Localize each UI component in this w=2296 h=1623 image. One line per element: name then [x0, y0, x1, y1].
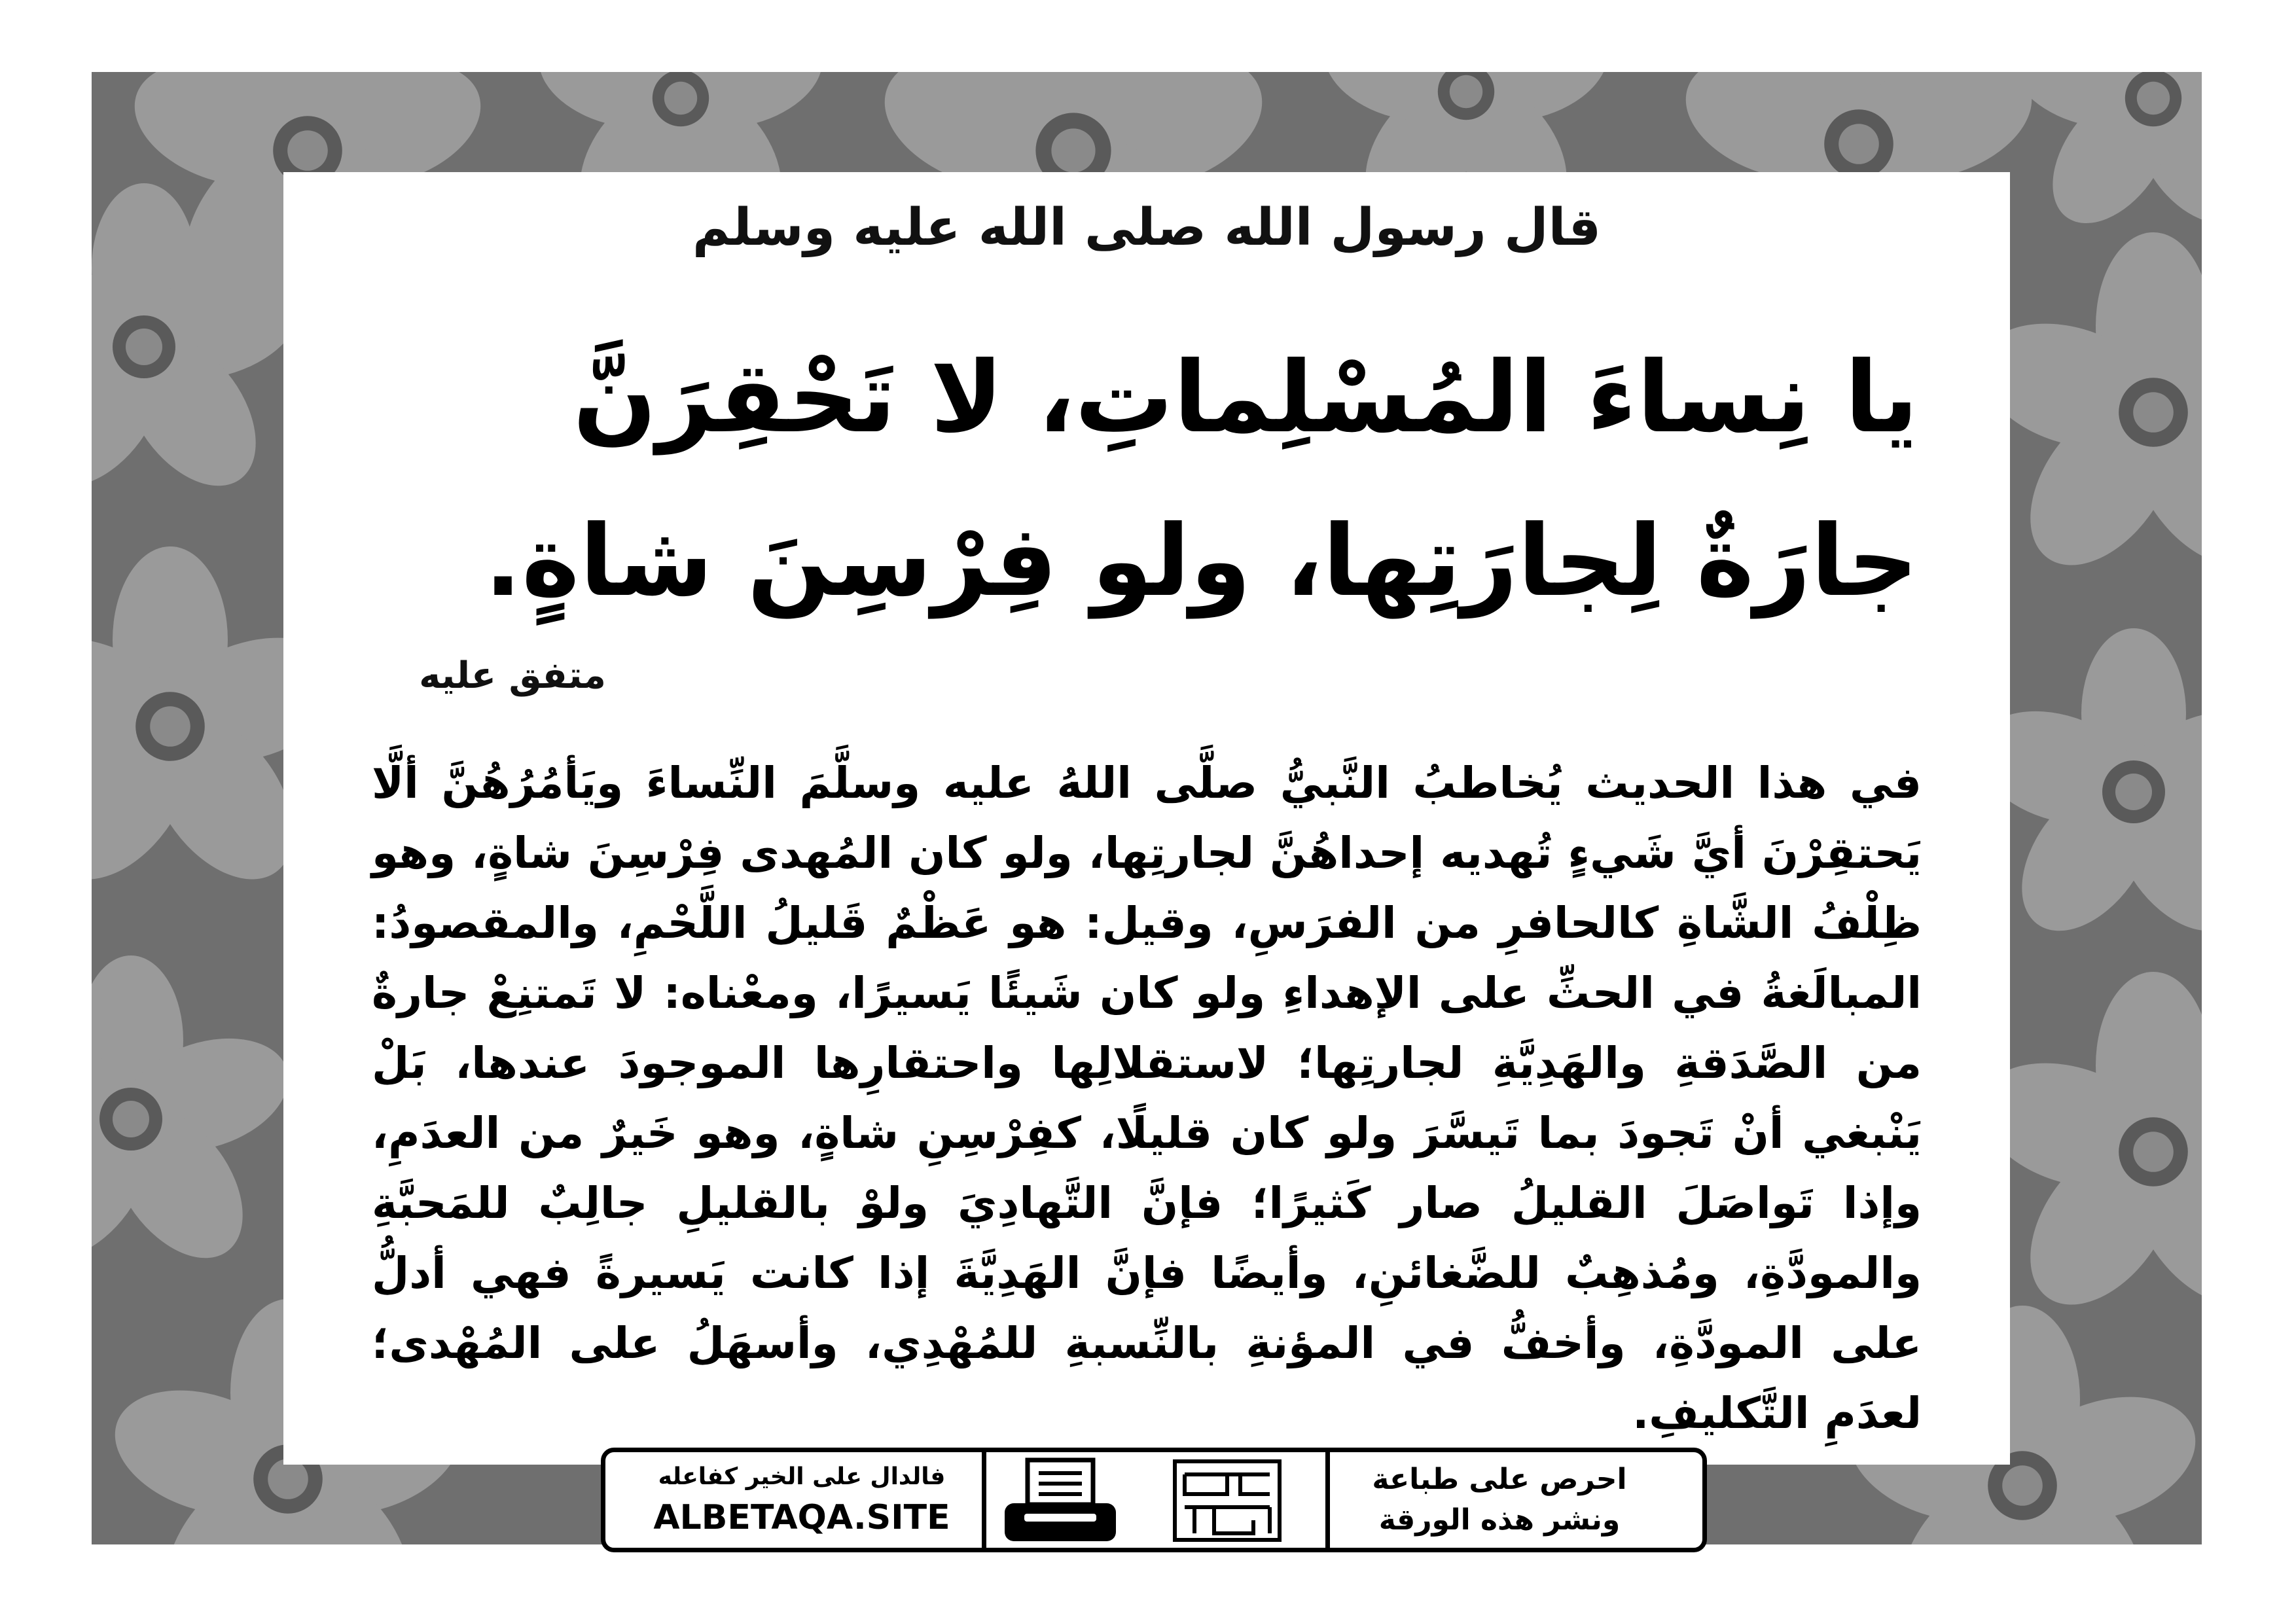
- print-reminder-line2: ونشر هذه الورقة: [1378, 1503, 1621, 1537]
- explanation-text: في هذا الحديث يُخاطبُ النَّبيُّ صلَّى اللهُ عليه وسلَّمَ النِّساءَ ويَأمُرُهُنَّ ألَّا يَحتقِرْنَ أيَّ شَيءٍ تُهديه إحداهُنَّ لجارتِها، ولو كان المُهدى فِرْسِنَ شاةٍ، وهو ظِلْفُ الشَّاةِ كالحافرِ من الفرَسِ، وقيل: هو عَظْمٌ قَليلُ اللَّحْمِ، والمقصودُ: المبالَغةُ في الحثِّ على الإهداءِ ولو كان شَيئًا يَسيرًا، ومعْناه: لا تَمتنِعْ جارةٌ من الصَّدَقةِ والهَدِيَّةِ لجارتِها؛ لاستقلالِها واحتقارِها الموجودَ عندها، بَلْ يَنْبغي أنْ تَجودَ بما تَيسَّرَ ولو كان قليلًا، كفِرْسِنِ شاةٍ، وهو خَيرٌ من العدَمِ، وإذا تَواصَلَ القليلُ صار كَثيرًا؛ فإنَّ التَّهادِيَ ولوْ بالقليلِ جالِبٌ للمَحبَّةِ والمودَّةِ، ومُذهِبٌ للضَّغائنِ، وأيضًا فإنَّ الهَدِيَّةَ إذا كانت يَسيرةً فهي أدلُّ على المودَّةِ، وأخفُّ في المؤنةِ بالنِّسبةِ للمُهْدِي، وأسهَلُ على المُهْدى؛ لعدَمِ التَّكليفِ.: [372, 758, 1922, 1438]
- site-block: [625, 1452, 978, 1548]
- svg-text:دعوية الورقة: دعوية الورقة: [1220, 1544, 1227, 1545]
- hadith-text: يا نِساءَ المُسْلِماتِ، لا تَحْقِرَنَّ جارَةٌ لِجارَتِها، ولو فِرْسِنَ شاةٍ.: [484, 341, 1918, 618]
- printer-icon: [998, 1456, 1122, 1545]
- content-card: [283, 172, 2010, 1465]
- print-reminder: [1316, 1452, 1683, 1548]
- intro-heading: قال رسول الله صلى الله عليه وسلم: [692, 198, 1602, 257]
- print-reminder-line1: احرص على طباعة: [1372, 1463, 1627, 1496]
- logo: [1155, 1455, 1299, 1546]
- footer-divider: [982, 1452, 986, 1548]
- tagline: فالدال على الخير كفاعله: [658, 1463, 946, 1490]
- site-url[interactable]: ALBETAQA.SITE: [653, 1498, 950, 1537]
- footer-divider: [1325, 1452, 1330, 1548]
- footer-banner: [601, 1448, 1707, 1552]
- hadith-source: متفق عليه: [419, 654, 606, 697]
- decorative-frame: [92, 72, 2202, 1544]
